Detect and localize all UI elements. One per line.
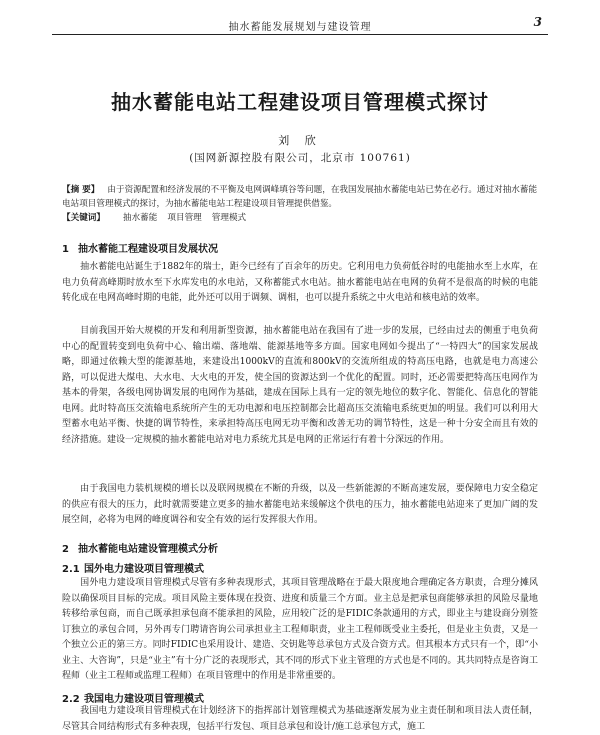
subsection-heading	[62, 690, 204, 705]
section-number: 2	[62, 544, 69, 555]
keyword: 抽水蓄能	[122, 213, 158, 223]
keyword: 项目管理	[167, 213, 202, 223]
paragraph: 目前我国开始大规模的开发和利用新型资源，抽水蓄能电站在我国有了进一步的发展，已经由过去的侧重于电负荷中心的配置转变到电负荷中心、输出端、落地端、能源基地等多方面。国家电网如今提出了“一特四大”的国家发展战略，即通过依赖大型的能源基地，来建设出1000kV的直流和800kV的交流所组成的特高压电路，也就是电力高速公路，可以促进大煤电、大水电、大火电的开发，使全国的资源达到一个优化的配置。同时，还必需要把特高压电网作为基本的骨架，各级电网协调发展的电网作为基础，建成在国际上具有一定的领先地位的数字化、智能化、信息化的智能电网。此时特高压交流输电系统所产生的无功电源和电压控制都会比超高压交流输电系统更加的明显。我们可以利用大型蓄水电站平衡、快捷的调节特性，来承担特高压电网无功平衡和改善无功的调节特性，这是一种十分安全而且有效的经济措施。建设一定规模的抽水蓄能电站对电力系统尤其是电网的正常运行有着十分深远的作用。	[62, 326, 538, 445]
paragraph: 国外电力建设项目管理模式尽管有多种表现形式，其项目管理战略在于最大限度地合理确定各方职责，合理分摊风险以确保项目目标的完成。项目风险主要体现在投资、进度和质量三个方面。业主总是把承包商能够承担的风险尽量地转移给承包商，而自己既承担承包商不能承担的风险，应用较广泛的是FIDIC条款通用的方式，即业主与建设商分别签订独立的承包合同，另外再专门聘请咨询公司承担业主工程师职责，业主工程师既受业主委托，但是业主负责，又是一个独立公正的第三方。同时FIDIC也采用设计、建造、交钥匙等总承包方式及合资方式。但其根本方式只有一个，即“小业主、大咨询”，只是“业主”有十分广泛的表现形式，其不同的形式下业主管理的方式也是不同的。其共同特点是咨询工程师（业主工程师或监理工程师）在项目管理中的作用是非常重要的。	[62, 578, 538, 681]
page-number: 3	[533, 15, 542, 29]
subsection-title: 国外电力建设项目管理模式	[84, 564, 204, 575]
running-title: 抽水蓄能发展规划与建设管理	[228, 22, 372, 33]
affiliation: (国网新源控股有限公司，北京市 100761)	[189, 152, 411, 164]
section-title: 抽水蓄能电站建设管理模式分析	[78, 544, 218, 555]
abstract	[62, 183, 540, 211]
paragraph: 我国电力建设项目管理模式在计划经济下的指挥部计划管理模式为基础逐渐发展为业主责任制和项目法人责任制，尽管其合同结构形式有多种表现，包括平行发包、项目总承包和设计/施工总承包方式，施工	[62, 706, 538, 732]
subsection-number: 2.2	[62, 694, 80, 705]
running-header	[52, 14, 548, 35]
keyword: 管理模式	[211, 213, 247, 223]
subsection-title: 我国电力建设项目管理模式	[84, 694, 204, 705]
subsection-heading	[62, 560, 204, 575]
abstract-text: 由于资源配置和经济发展的不平衡及电网调峰填谷等问题，在我国发展抽水蓄能电站已势在必行。通过对抽水蓄能电站项目管理模式的探讨，为抽水蓄能电站工程建设项目管理提供借鉴。	[62, 185, 538, 209]
paragraph: 由于我国电力装机规模的增长以及联网规模在不断的升级，以及一些新能源的不断高速发展，要保障电力安全稳定的供应有很大的压力，此时就需要建立更多的抽水蓄能电站来缓解这个供电的压力，抽水蓄能电站迎来了更加广阔的发展空间，必将为电网的峰度调谷和安全有效的运行发挥很大作用。	[62, 484, 538, 525]
keywords	[62, 211, 540, 225]
section-title: 抽水蓄能工程建设项目发展状况	[78, 244, 218, 255]
paragraph: 抽水蓄能电站诞生于1882年的瑞士，距今已经有了百余年的历史。它利用电力负荷低谷时的电能抽水至上水库，在电力负荷高峰期时放水至下水库发电的水电站，又称蓄能式水电站。抽水蓄能电站在电网的负荷不是很高的时候的电能转化成在电网高峰时期的电能，此外还可以用于调频、调相，也可以提升系统之中火电站和核电站的效率。	[62, 262, 538, 303]
section-number: 1	[62, 244, 69, 255]
article-title: 抽水蓄能电站工程建设项目管理模式探讨	[111, 90, 489, 114]
section-heading	[62, 240, 218, 255]
author: 刘 欣	[278, 134, 322, 147]
keywords-label: 【关键词】	[62, 213, 105, 223]
subsection-number: 2.1	[62, 564, 80, 575]
abstract-block	[62, 183, 540, 225]
section-heading	[62, 540, 218, 555]
abstract-label: 【摘 要】	[62, 185, 100, 195]
